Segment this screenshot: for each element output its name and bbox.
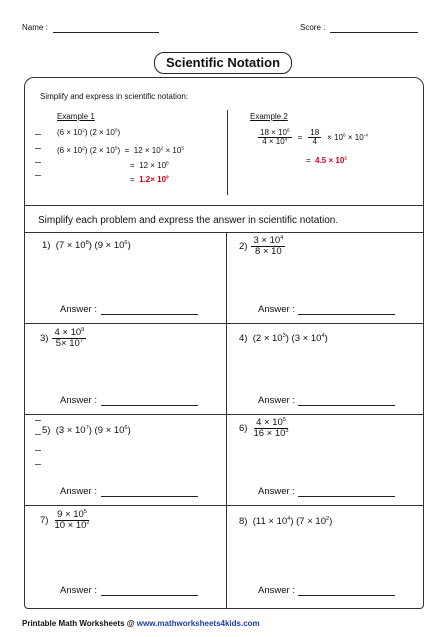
- answer-label: Answer :: [258, 486, 295, 497]
- name-label: Name :: [22, 23, 48, 32]
- example1-line3: = $12 \times 10^8$: [130, 161, 169, 170]
- footer-prefix: Printable Math Worksheets @: [22, 619, 137, 628]
- problem-5: 5) $(3 \times 10^7)$ $(9 \times 10^6)$: [42, 424, 131, 436]
- answer-label: Answer :: [60, 395, 97, 406]
- example2-answer: = $4.5 \times 10^2$: [306, 156, 347, 165]
- answer-field-7[interactable]: [101, 595, 198, 596]
- binder-hole: [35, 450, 41, 451]
- answer-field-6[interactable]: [298, 496, 395, 497]
- name-field[interactable]: [53, 32, 159, 33]
- answer-label: Answer :: [258, 395, 295, 406]
- example1-answer: = $1.2\times 10^9$: [130, 175, 169, 184]
- answer-label: Answer :: [60, 585, 97, 596]
- answer-label: Answer :: [60, 304, 97, 315]
- example2-label: Example 2: [250, 112, 288, 121]
- grid-column-line: [226, 232, 227, 608]
- footer: [22, 619, 260, 628]
- answer-field-3[interactable]: [101, 405, 198, 406]
- binder-hole: [35, 464, 41, 465]
- problem-3: 3) $\frac{4 \times 10^9}{5\times 10^7}$: [40, 326, 85, 349]
- example1-label: Example 1: [57, 112, 95, 121]
- example1-line2: $(6 \times 10^2)$ $(2 \times 10^5) = 12 \times 10^2 \times 10^5$: [57, 146, 184, 155]
- binder-hole: [35, 162, 41, 163]
- example2-line1: $\frac{18 \times 10^6}{4 \times 10^4}$ = $\frac{18}{4}$ × $10^6 \times 10^{-4}$: [260, 128, 368, 147]
- problem-8: 8) $(11 \times 10^4)$ $(7 \times 10^2)$: [239, 515, 333, 527]
- binder-hole: [35, 434, 41, 435]
- example-instruction: Simplify and express in scientific notation:: [40, 92, 189, 101]
- answer-label: Answer :: [258, 304, 295, 315]
- answer-label: Answer :: [258, 585, 295, 596]
- score-field[interactable]: [330, 32, 418, 33]
- score-label: Score :: [300, 23, 326, 32]
- answer-label: Answer :: [60, 486, 97, 497]
- grid-row-line: [24, 232, 424, 233]
- section-instruction: Simplify each problem and express the answer in scientific notation.: [38, 215, 339, 226]
- problem-7: 7) $\frac{9 \times 10^5}{10 \times 10^2}$: [40, 508, 90, 531]
- answer-field-1[interactable]: [101, 314, 198, 315]
- example-column-divider: [227, 110, 228, 195]
- answer-field-8[interactable]: [298, 595, 395, 596]
- problem-2: 2) $\frac{3 \times 10^4}{8 \times 10}$: [239, 234, 284, 257]
- binder-hole: [35, 175, 41, 176]
- grid-row-line: [24, 414, 424, 415]
- binder-hole: [35, 148, 41, 149]
- problem-6: 6) $\frac{4 \times 10^5}{16 \times 10^3}$: [239, 416, 289, 439]
- problem-1: 1) $(7 \times 10^8)$ $(9 \times 10^6)$: [42, 239, 131, 251]
- binder-hole: [35, 420, 41, 421]
- page-title: Scientific Notation: [154, 52, 292, 74]
- footer-site-link[interactable]: www.mathworksheets4kids.com: [136, 619, 260, 628]
- problem-4: 4) $(2 \times 10^3)$ $(3 \times 10^4)$: [239, 332, 328, 344]
- grid-row-line: [24, 505, 424, 506]
- answer-field-2[interactable]: [298, 314, 395, 315]
- example1-line1: $(6 \times 10^2)$ $(2 \times 10^5)$: [57, 128, 121, 137]
- answer-field-4[interactable]: [298, 405, 395, 406]
- answer-field-5[interactable]: [101, 496, 198, 497]
- example-divider: [24, 205, 424, 206]
- binder-hole: [35, 134, 41, 135]
- grid-row-line: [24, 323, 424, 324]
